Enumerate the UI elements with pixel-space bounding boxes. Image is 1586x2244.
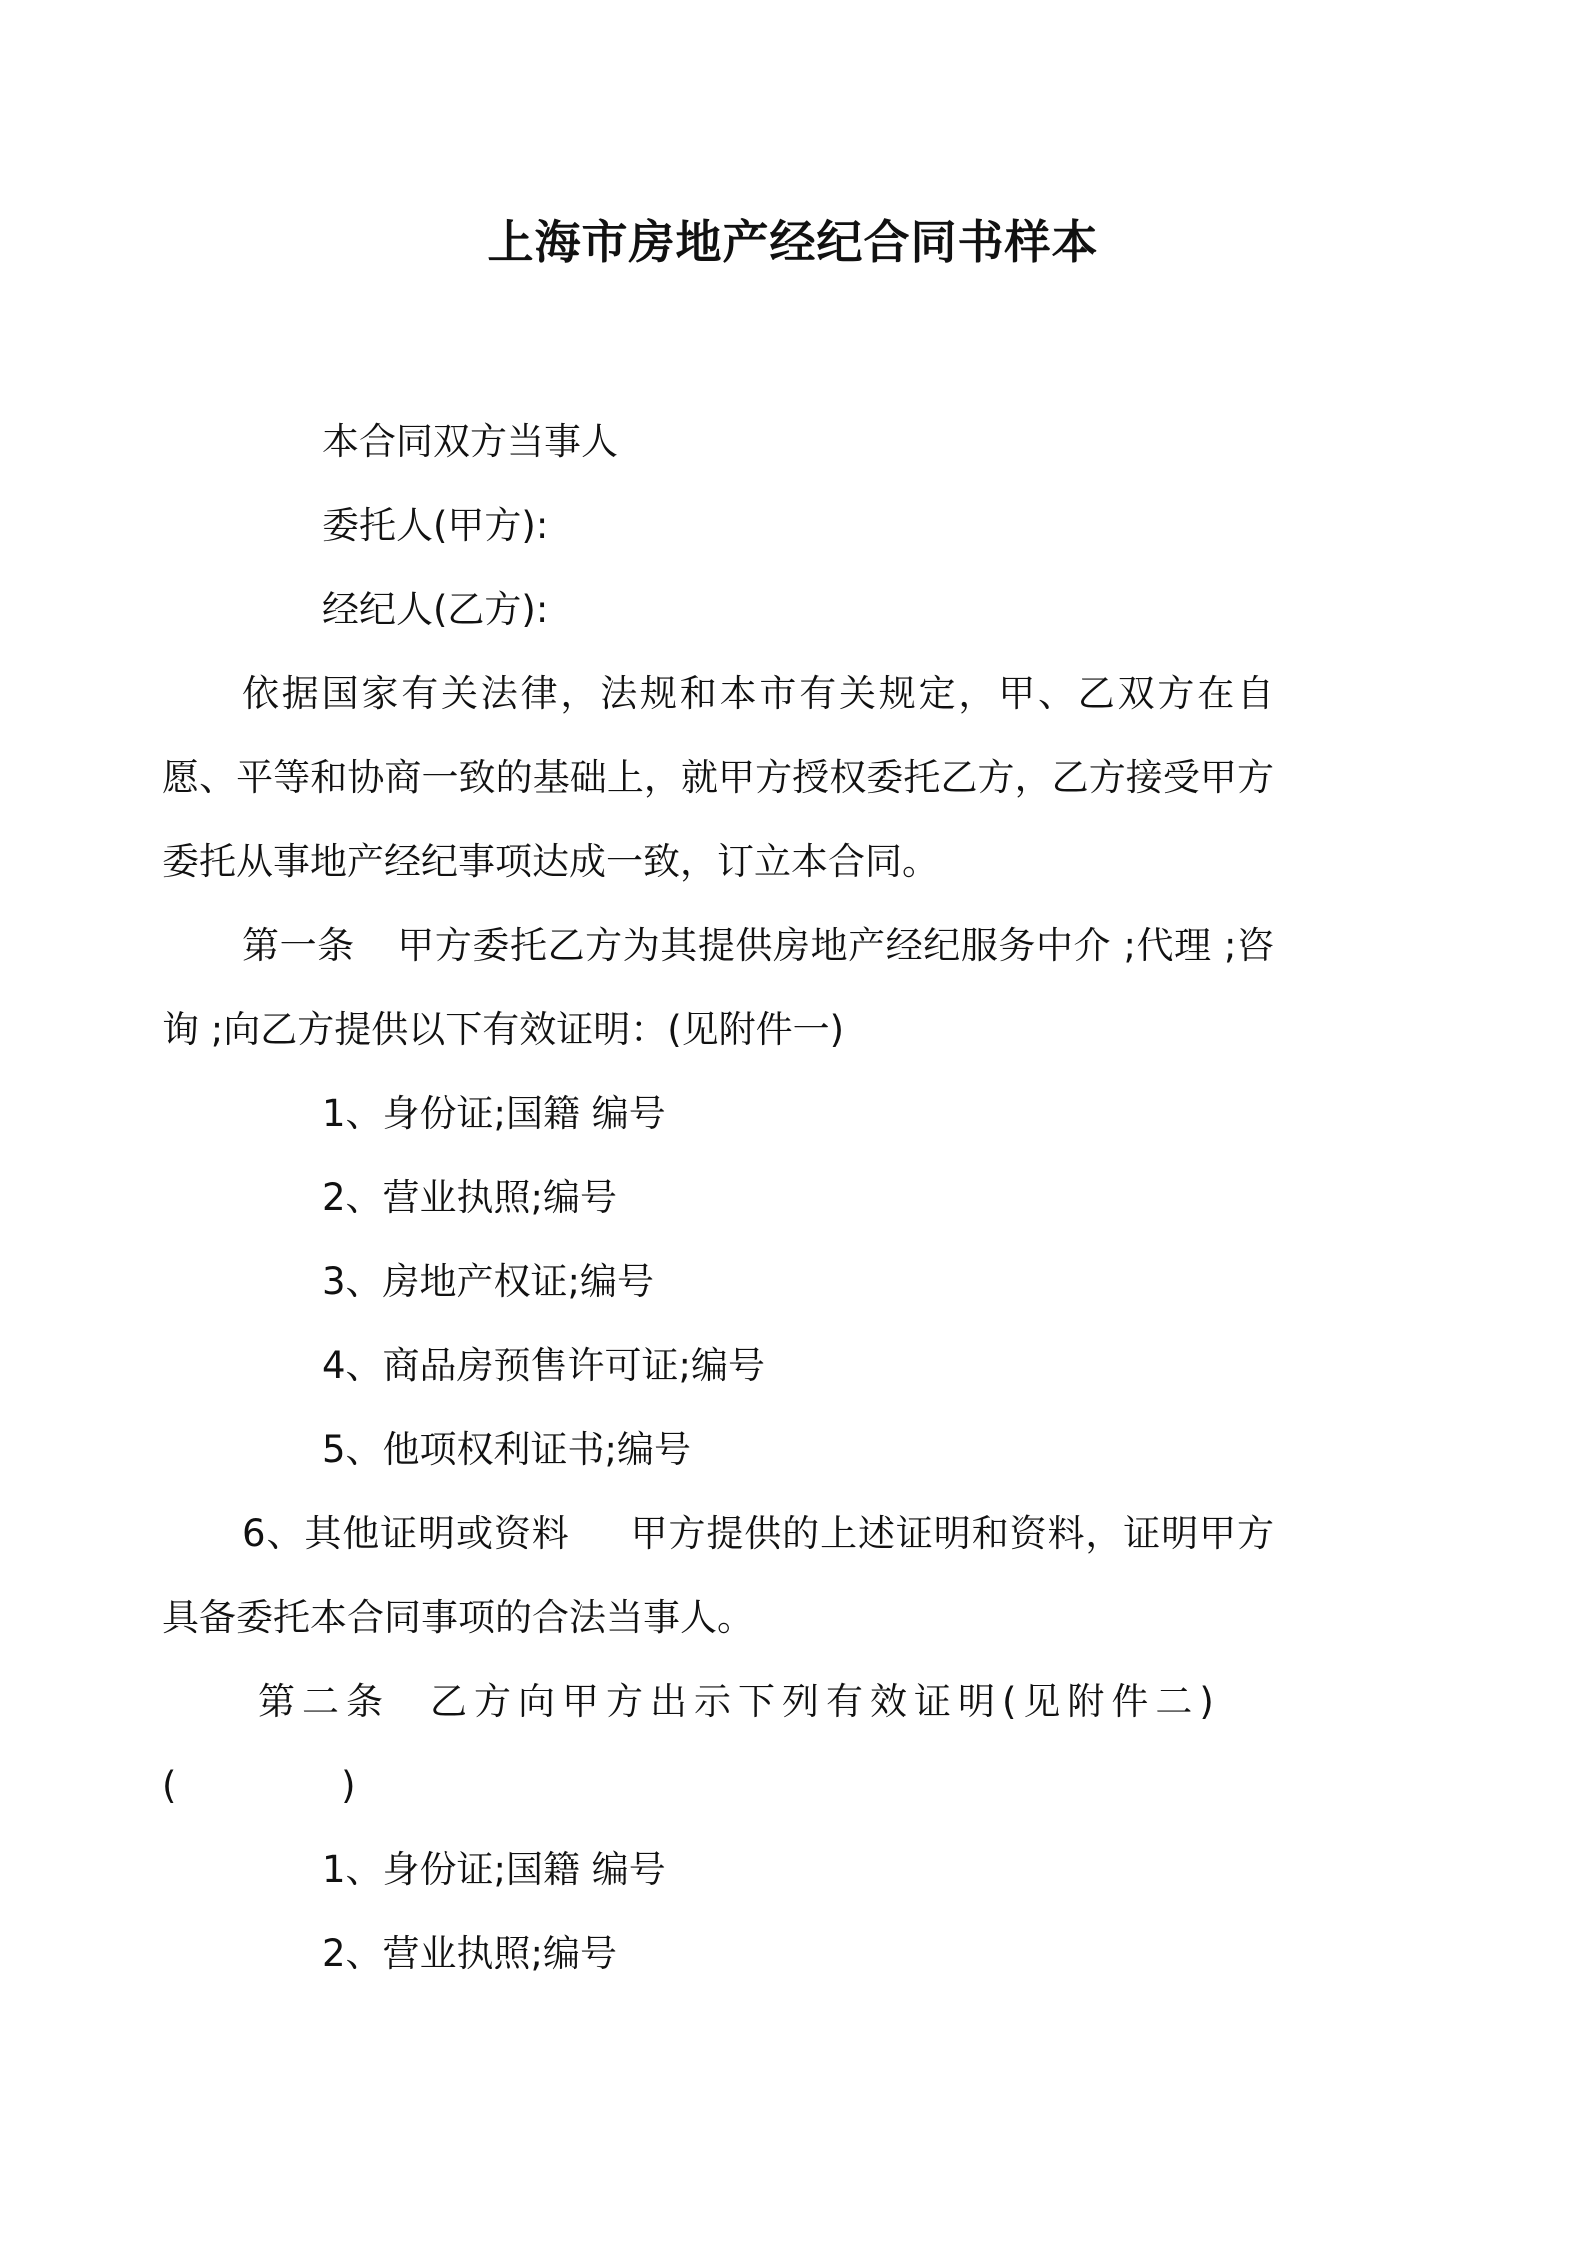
article-2-paragraph (162, 1660, 1274, 1744)
article-1-item-5: 5、他项权利证书;编号 (322, 1428, 692, 1471)
article-1-item-2: 2、营业执照;编号 (322, 1176, 618, 1219)
preamble-paragraph: 依据国家有关法律，法规和本市有关规定，甲、乙双方在自愿、平等和协商一致的基础上，就甲方授权委托乙方，乙方接受甲方委托从事地产经纪事项达成一致，订立本合同。 (162, 672, 1274, 883)
document-body (162, 400, 1354, 1996)
article-1-item-3: 3、房地产权证;编号 (322, 1260, 655, 1303)
item-6-label: 6、其他证明或资料 (242, 1512, 570, 1555)
party-b-label: 经纪人(乙方): (322, 588, 549, 631)
article-1-paragraph (162, 904, 1274, 1072)
article-1-item-4: 4、商品房预售许可证;编号 (322, 1344, 766, 1387)
article-2-item-1: 1、身份证;国籍 编号 (322, 1848, 666, 1891)
article-2-heading: 第二条 (258, 1680, 390, 1723)
article-2-text: 乙方向甲方出示下列有效证明(见附件二) (430, 1680, 1221, 1723)
item-6-text: 甲方提供的上述证明和资料，证明甲方具备委托本合同事项的合法当事人。 (162, 1512, 1275, 1639)
article-1-text: 甲方委托乙方为其提供房地产经纪服务中介 ;代理 ;咨询 ;向乙方提供以下有效证明：(见附件一) (162, 924, 1275, 1051)
article-1-item-1: 1、身份证;国籍 编号 (322, 1092, 666, 1135)
party-a-label: 委托人(甲方): (322, 504, 549, 547)
article-2-item-2: 2、营业执照;编号 (322, 1932, 618, 1975)
article-1-heading: 第一条 (242, 924, 355, 967)
parties-intro: 本合同双方当事人 (322, 420, 618, 463)
document-title: 上海市房地产经纪合同书样本 (487, 215, 1099, 269)
article-2-blank: ( ) (162, 1764, 356, 1807)
article-1-item-6 (162, 1492, 1274, 1660)
